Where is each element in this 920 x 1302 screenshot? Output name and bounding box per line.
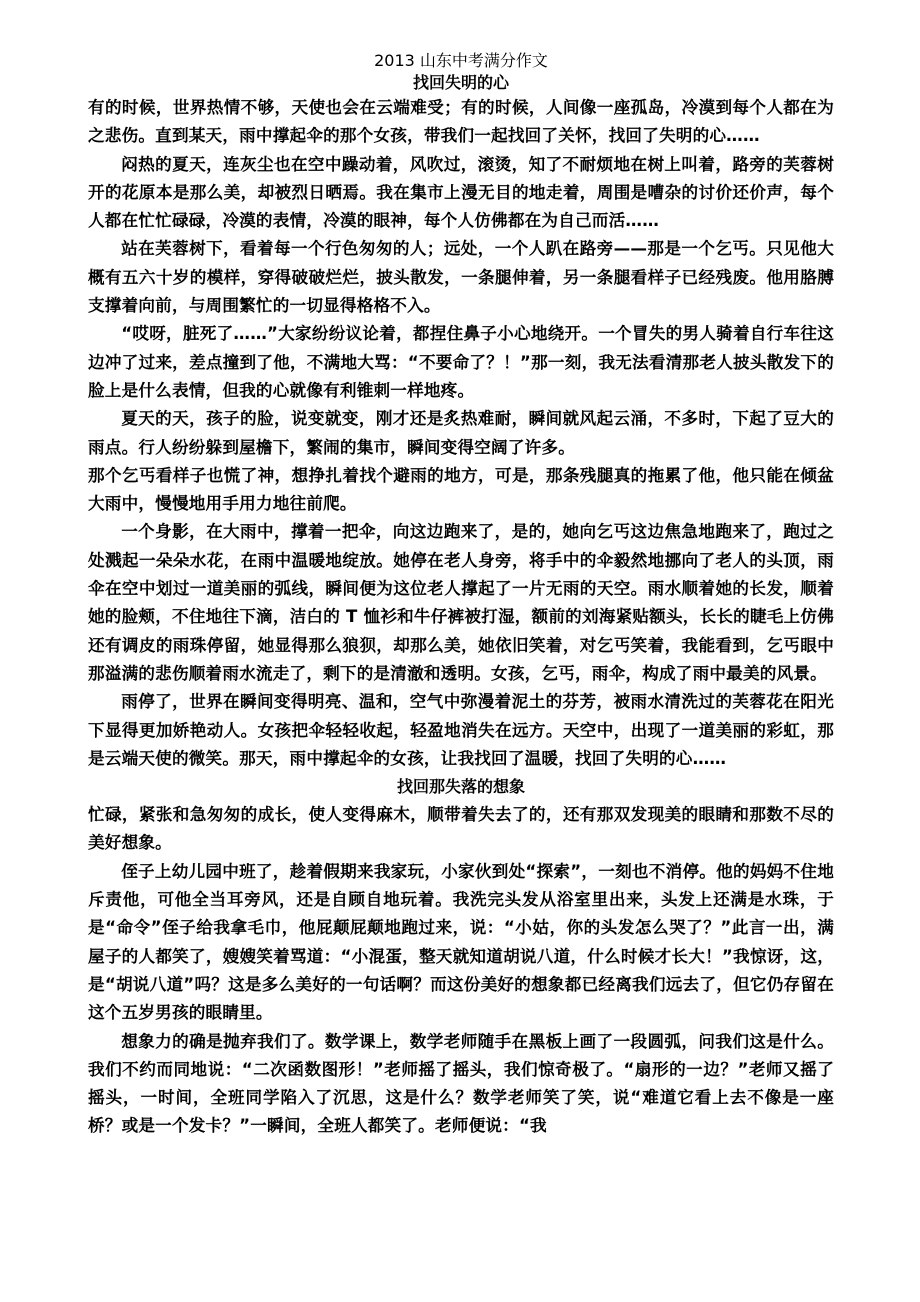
essay-1-paragraph-8: 雨停了，世界在瞬间变得明亮、温和，空气中弥漫着泥土的芬芳，被雨水清洗过的芙蓉花在阳光下显得更加娇艳动人。女孩把伞轻轻收起，轻盈地消失在远方。天空中，出现了一道美丽的彩虹，那是云端天使的微笑。那天，雨中撑起伞的女孩，让我找回了温暖，找回了失明的心……: [88, 692, 834, 768]
essay-1-title: 找回失明的心: [412, 73, 509, 92]
essay-2-paragraph-1: 忙碌，紧张和急匆匆的成长，使人变得麻木，顺带着失去了的，还有那双发现美的眼睛和那数不尽的美好想象。: [88, 805, 834, 853]
essay-1-paragraph-3: 站在芙蓉树下，看着每一个行色匆匆的人；远处，一个人趴在路旁——那是一个乞丐。只见他大概有五六十岁的模样，穿得破破烂烂，披头散发，一条腿伸着，另一条腿看样子已经残废。他用胳膊支撑着向前，与周围繁忙的一切显得格格不入。: [88, 239, 834, 316]
essay-1-paragraph-5: 夏天的天，孩子的脸，说变就变，刚才还是炙热难耐，瞬间就风起云涌，不多时，下起了豆大的雨点。行人纷纷躲到屋檐下，繁闹的集市，瞬间变得空阔了许多。: [88, 409, 834, 457]
essay-2-paragraph-2: 侄子上幼儿园中班了，趁着假期来我家玩，小家伙到处“探索”，一刻也不消停。他的妈妈不住地斥责他，可他全当耳旁风，还是自顾自地玩着。我洗完头发从浴室里出来，头发上还满是水珠，于是“命令”侄子给我拿毛巾，他屁颠屁颠地跑过来，说：“小姑，你的头发怎么哭了？”此言一出，满屋子的人都笑了，嫂嫂笑着骂道：“小混蛋，整天就知道胡说八道，什么时候才长大！”我惊讶，这，是“胡说八道”吗？这是多么美好的一句话啊？而这份美好的想象都已经离我们远去了，但它仍存留在这个五岁男孩的眼睛里。: [88, 861, 834, 1023]
essay-1-paragraph-7: 一个身影，在大雨中，撑着一把伞，向这边跑来了，是的，她向乞丐这边焦急地跑来了，跑过之处溅起一朵朵水花，在雨中温暖地绽放。她停在老人身旁，将手中的伞毅然地挪向了老人的头顶，雨伞在空中划过一道美丽的弧线，瞬间便为这位老人撑起了一片无雨的天空。雨水顺着她的长发，顺着她的脸颊，不住地往下滴，洁白的 T 恤衫和牛仔裤被打湿，额前的刘海紧贴额头，长长的睫毛上仿佛还有调皮的雨珠停留，她显得那么狼狈，却那么美，她依旧笑着，对乞丐笑着，我能看到，乞丐眼中那溢满的悲伤顺着雨水流走了，剩下的是清澈和透明。女孩，乞丐，雨伞，构成了雨中最美的风景。: [88, 522, 834, 683]
essay-2-paragraph-3: 想象力的确是抛弃我们了。数学课上，数学老师随手在黑板上画了一段圆弧，问我们这是什么。我们不约而同地说：“二次函数图形！”老师摇了摇头，我们惊奇极了。“扇形的一边？”老师又摇了摇头，一时间，全班同学陷入了沉思，这是什么？数学老师笑了笑，说“难道它看上去不像是一座桥？或是一个发卡？”一瞬间，全班人都笑了。老师便说：“我: [88, 1031, 834, 1136]
essay-1-paragraph-1: 有的时候，世界热情不够，天使也会在云端难受；有的时候，人间像一座孤岛，冷漠到每个人都在为之悲伤。直到某天，雨中撑起伞的那个女孩，带我们一起找回了关怀，找回了失明的心……: [88, 98, 834, 146]
essay-1-paragraph-4: “哎呀，脏死了……”大家纷纷议论着，都捏住鼻子小心地绕开。一个冒失的男人骑着自行车往这边冲了过来，差点撞到了他，不满地大骂：“不要命了？！”那一刻，我无法看清那老人披头散发下的脸上是什么表情，但我的心就像有利锥刺一样地疼。: [88, 324, 834, 400]
document-title: 2013 山东中考满分作文: [374, 51, 548, 70]
essay-2-title: 找回那失落的想象: [396, 777, 525, 797]
essay-1-paragraph-6: 那个乞丐看样子也慌了神，想挣扎着找个避雨的地方，可是，那条残腿真的拖累了他，他只能在倾盆大雨中，慢慢地用手用力地往前爬。: [88, 465, 834, 514]
document-page: [88, 50, 834, 1141]
essay-1-paragraph-2: 闷热的夏天，连灰尘也在空中躁动着，风吹过，滚烫，知了不耐烦地在树上叫着，路旁的芙蓉树开的花原本是那么美，却被烈日晒焉。我在集市上漫无目的地走着，周围是嘈杂的讨价还价声，每个人都在忙忙碌碌，冷漠的表情，冷漠的眼神，每个人仿佛都在为自己而活……: [88, 154, 834, 231]
